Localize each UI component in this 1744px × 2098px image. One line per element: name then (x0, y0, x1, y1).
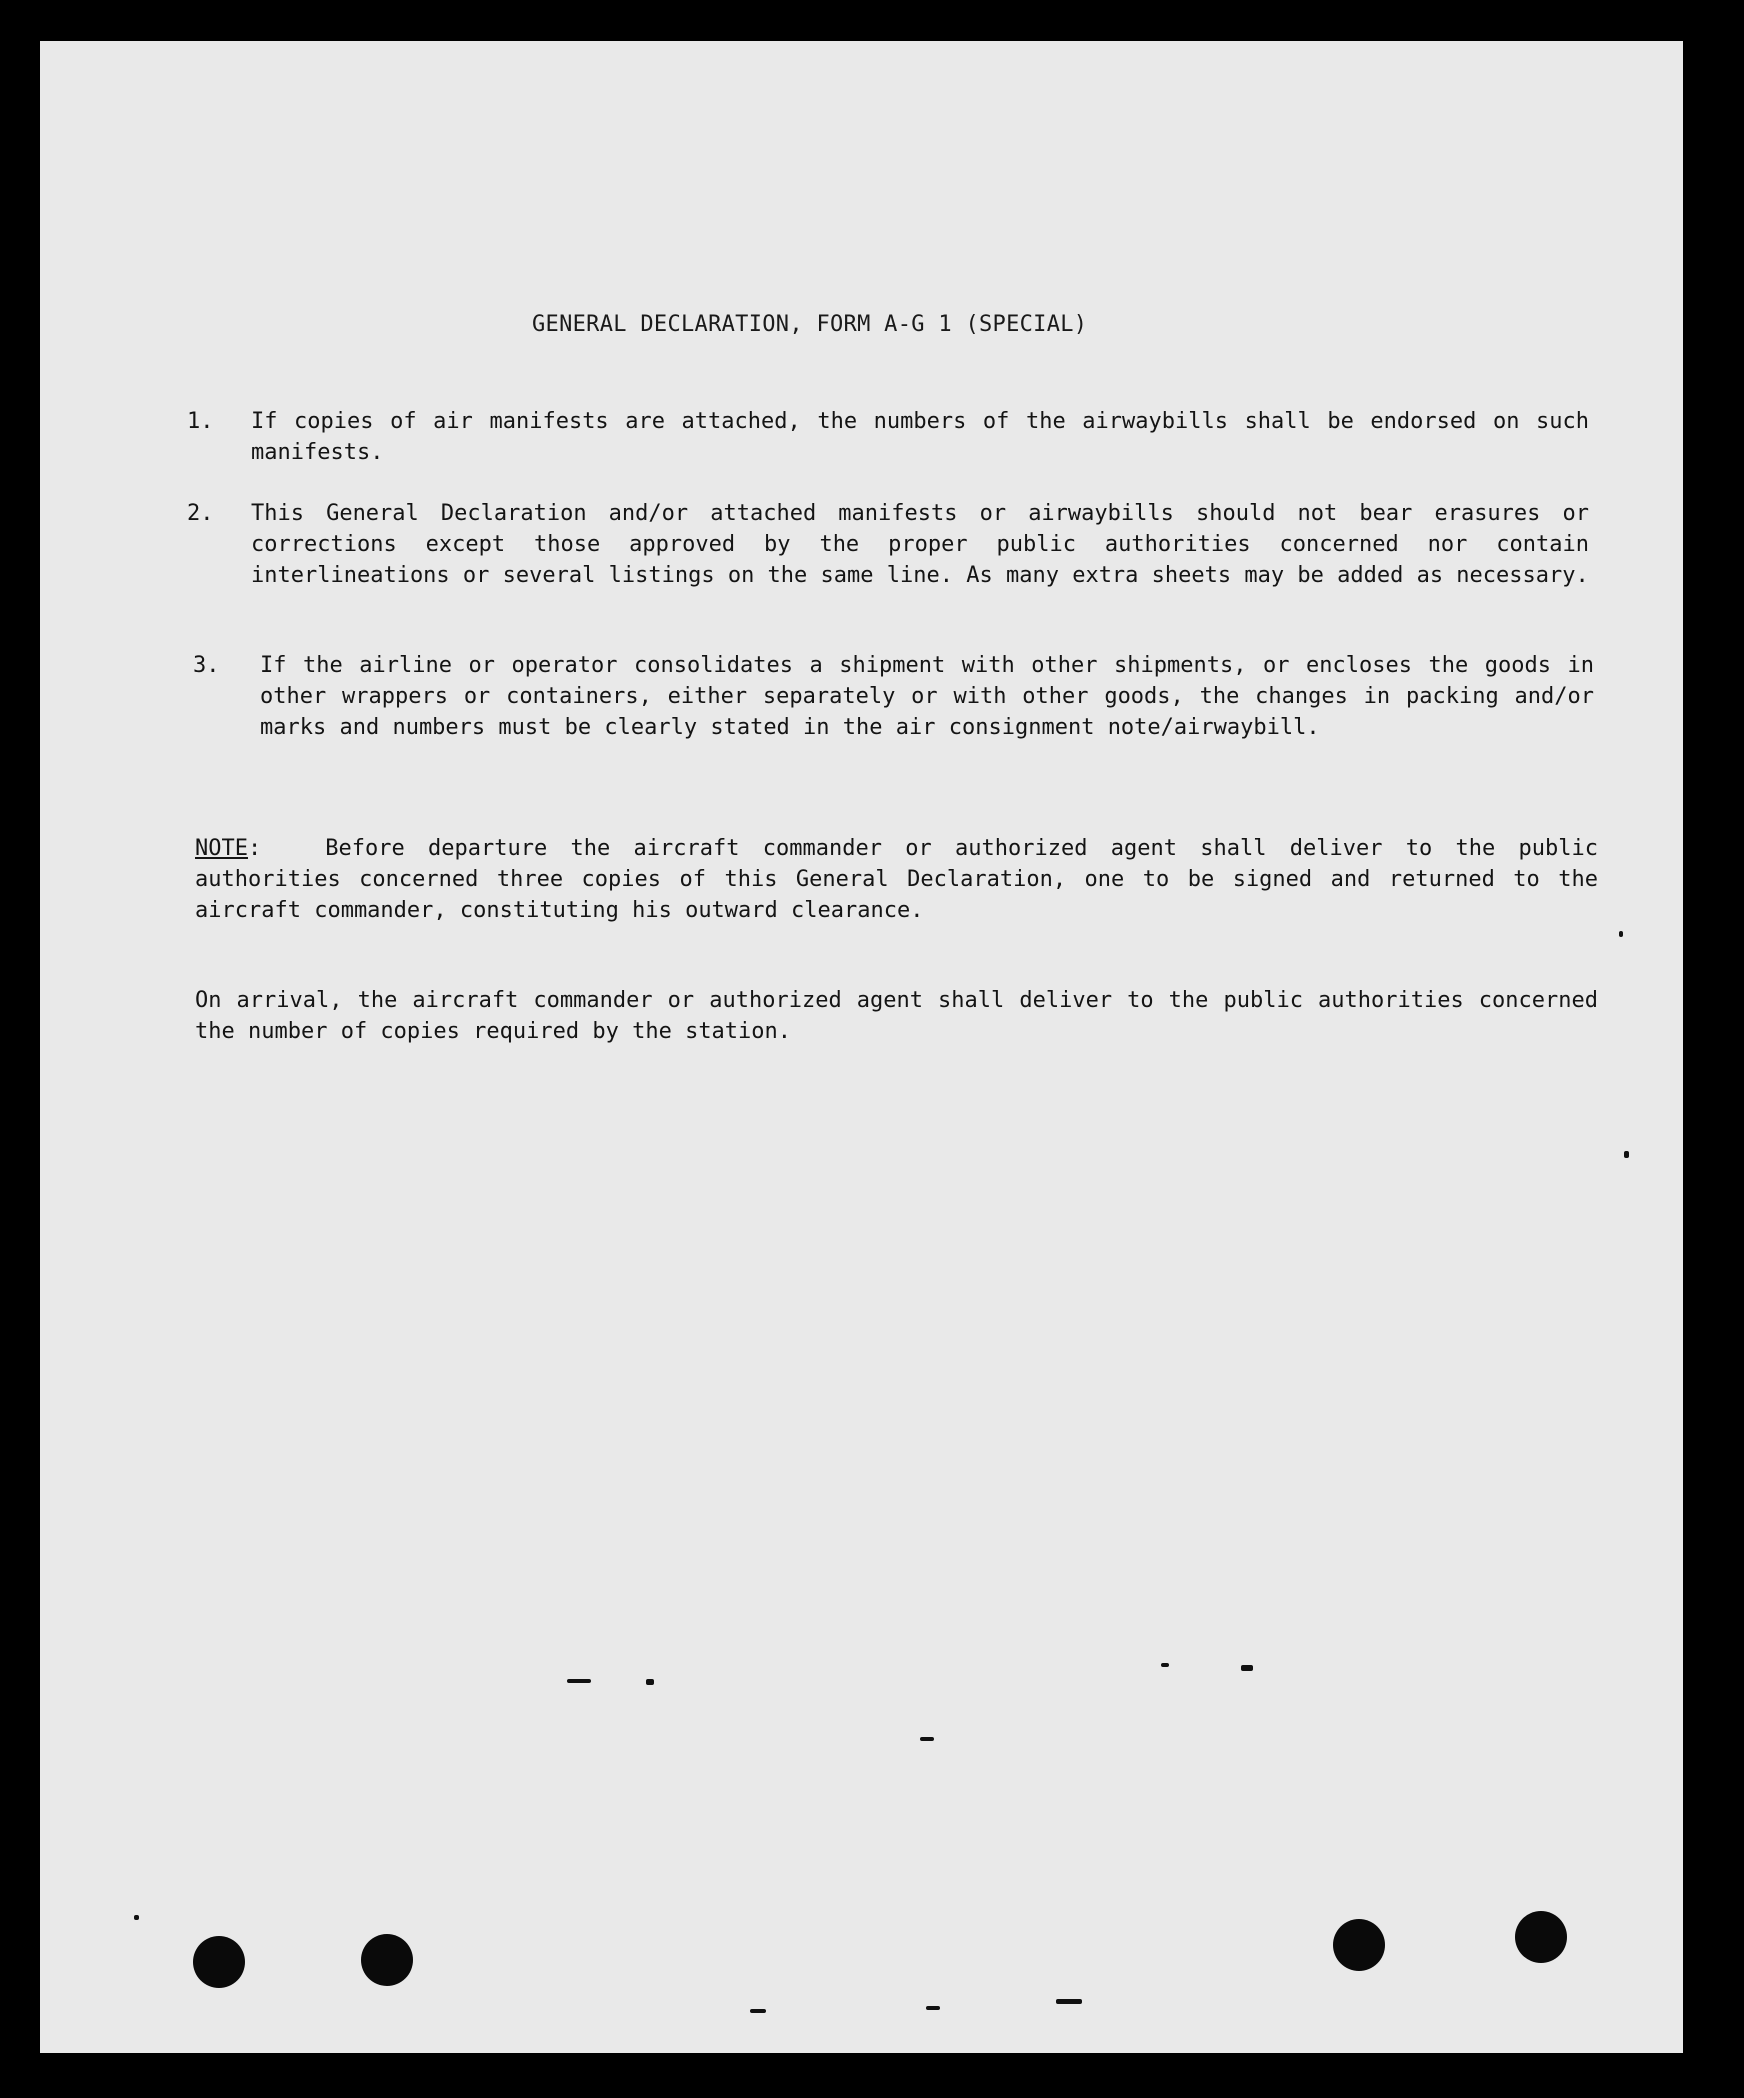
scan-speck (134, 1915, 139, 1920)
note-colon: : (247, 836, 262, 861)
item-3-text: If the airline or operator consolidates a shipment with other shipments, or encloses the goods in other wrappers or containers, either separately or with other goods, the changes in packing and/or marks and numbers must be clearly stated in the air consignment note/airwaybill. (260, 653, 1594, 740)
scan-speck (1056, 1999, 1082, 2004)
item-2-text: This General Declaration and/or attached manifests or airwaybills should not bear erasures or corrections except those approved by the proper public authorities concerned nor contain interlineations or several listings on the same line. As many extra sheets may be added as necessary. (251, 501, 1589, 588)
scan-speck (567, 1679, 591, 1683)
scan-speck (1161, 1663, 1169, 1667)
scan-speck (926, 2006, 940, 2010)
punch-hole-1 (193, 1936, 245, 1988)
item-2-number: 2. (187, 501, 214, 526)
scan-speck (750, 2009, 766, 2013)
punch-hole-4 (1515, 1911, 1567, 1963)
document-page (40, 41, 1683, 2053)
item-1-text: If copies of air manifests are attached, the numbers of the airwaybills shall be endorsed on such manifests. (251, 409, 1589, 465)
note-text: Before departure the aircraft commander or authorized agent shall deliver to the public authorities concerned three copies of this General Declaration, one to be signed and returned to the aircraft commander, constituting his outward clearance. (195, 836, 1598, 923)
note-paragraph (195, 833, 1598, 926)
punch-hole-2 (361, 1934, 413, 1986)
punch-hole-3 (1333, 1919, 1385, 1971)
item-3-number: 3. (193, 653, 220, 678)
scan-speck (1619, 931, 1623, 937)
document-title: GENERAL DECLARATION, FORM A-G 1 (SPECIAL) (532, 312, 1088, 337)
note-label: NOTE (195, 836, 248, 861)
scan-speck (646, 1679, 654, 1685)
scan-speck (1624, 1151, 1629, 1158)
scan-speck (1241, 1665, 1253, 1671)
item-1-number: 1. (187, 409, 214, 434)
arrival-paragraph: On arrival, the aircraft commander or authorized agent shall deliver to the public authorities concerned the number of copies required by the station. (195, 988, 1598, 1044)
scan-speck (920, 1737, 934, 1741)
